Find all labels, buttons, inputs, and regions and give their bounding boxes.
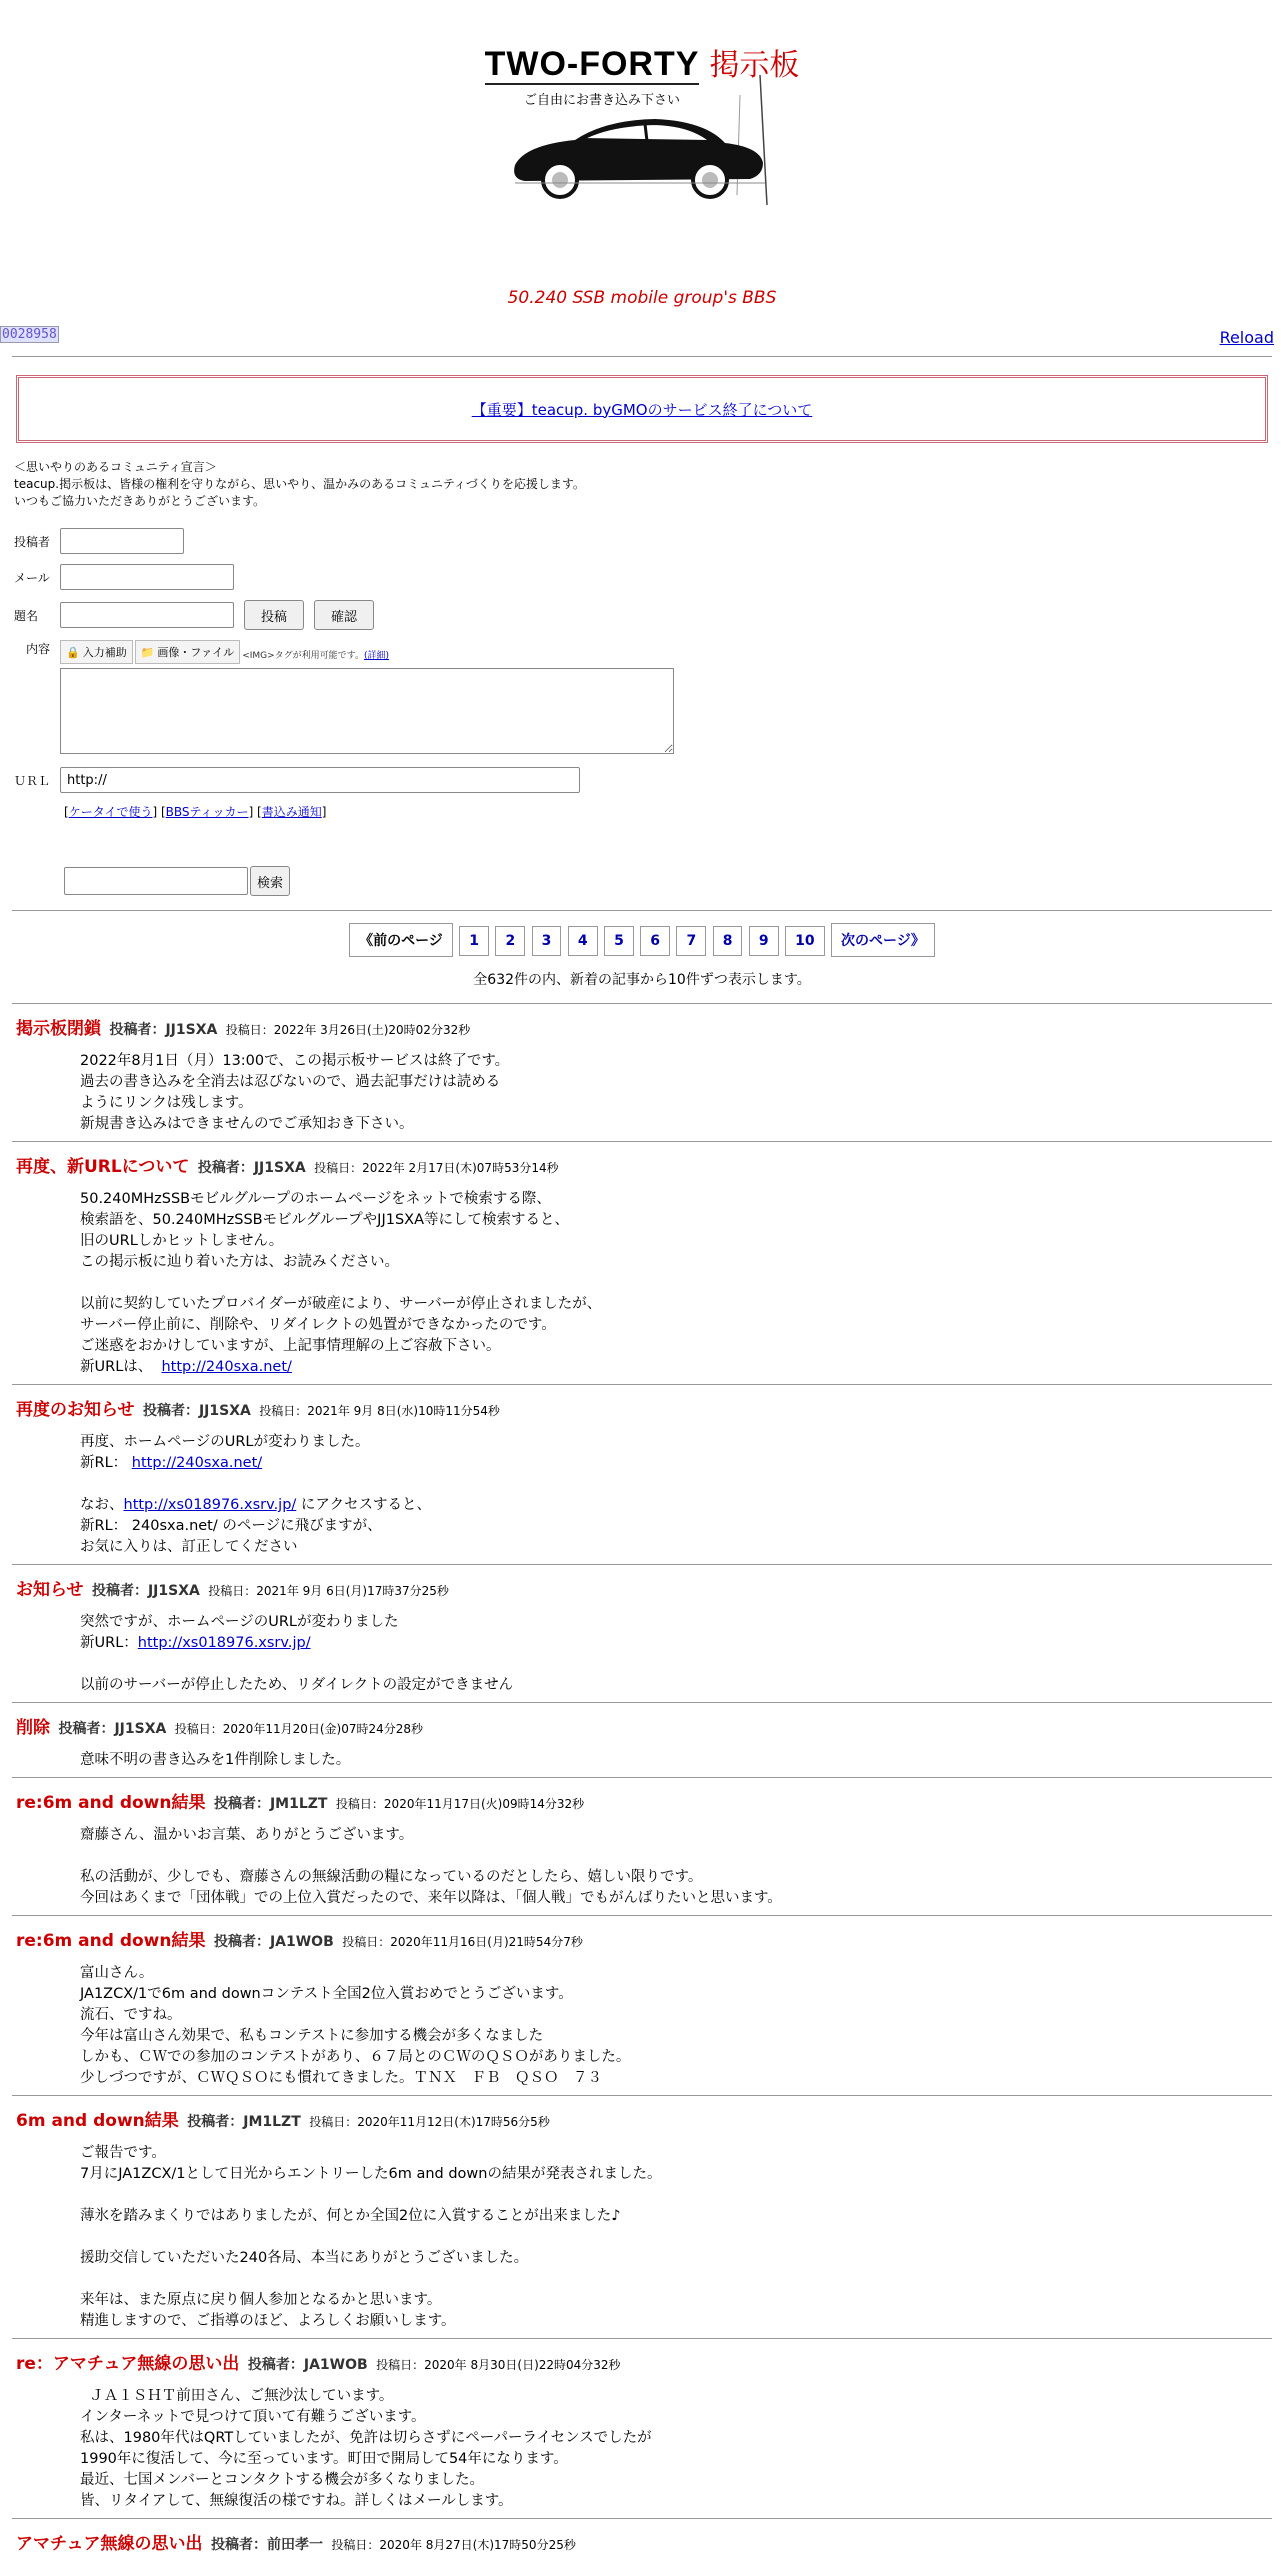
top-bar [0, 326, 1284, 356]
post-line: 検索語を、50.240MHzSSBモビルグループやJJ1SXA等にして検索すると、 [80, 1212, 569, 1228]
post [12, 1915, 1272, 2095]
post-line: JA1ZCX/1で6m and downコンテスト全国2位入賞おめでとうございます。 [80, 1986, 573, 2002]
post-line: お気に入りは、訂正してください [80, 1539, 298, 1555]
search-input[interactable] [64, 867, 248, 895]
post-line: ご報告です。 [80, 2145, 166, 2161]
post-link[interactable]: http://240sxa.net/ [161, 1359, 292, 1375]
post-author: 投稿者：JA1WOB [247, 2357, 368, 2373]
post [12, 1702, 1272, 1777]
post-title: 再度、新URLについて [16, 1157, 190, 1177]
page-7[interactable]: 7 [676, 926, 706, 956]
page-9[interactable]: 9 [749, 926, 779, 956]
page-4[interactable]: 4 [568, 926, 598, 956]
post-title: 再度のお知らせ [16, 1400, 135, 1420]
notify-link[interactable]: 書込み通知 [261, 805, 322, 819]
post-date: 投稿日：2020年11月20日(金)07時24分28秒 [174, 1722, 424, 1736]
post [12, 1564, 1272, 1702]
post-line: 私の活動が、少しでも、齋藤さんの無線活動の糧になっているのだとしたら、嬉しい限りです。 [80, 1869, 703, 1885]
post [12, 1003, 1272, 1141]
post-title: 削除 [16, 1718, 50, 1738]
post-title: お知らせ [16, 1580, 84, 1600]
post-date: 投稿日：2022年 3月26日(土)20時02分32秒 [225, 1023, 471, 1037]
post-date: 投稿日：2022年 2月17日(木)07時53分14秒 [314, 1161, 559, 1175]
post-line: ＪＡ１ＳＨＴ前田さん、ご無沙汰しています。 [80, 2388, 394, 2404]
post-line: 最近、七国メンバーとコンタクトする機会が多くなりました。 [80, 2472, 484, 2488]
post-title: 6m and down結果 [16, 2111, 179, 2131]
post-link[interactable]: http://xs018976.xsrv.jp/ [123, 1497, 297, 1513]
post-line [80, 2185, 1272, 2206]
post-date: 投稿日：2021年 9月 6日(月)17時37分25秒 [208, 1584, 449, 1598]
post-line: 精進しますので、ご指導のほど、よろしくお願いします。 [80, 2313, 456, 2329]
post-line: 以前のサーバーが停止したため、リダイレクトの設定ができません [80, 1677, 514, 1693]
poster-input[interactable] [60, 528, 184, 554]
page-2[interactable]: 2 [495, 926, 525, 956]
post-line: ようにリンクは残します。 [80, 1095, 253, 1111]
post-line: 今回はあくまで「団体戦」での上位入賞だったので、来年以降は、「個人戦」でもがんばりたいと思います。 [80, 1890, 782, 1906]
post-line: 富山さん。 [80, 1965, 154, 1981]
post-title: re：アマチュア無線の思い出 [16, 2354, 240, 2374]
post-author: 投稿者：前田孝一 [210, 2537, 323, 2553]
post-body [80, 1612, 1272, 1696]
post-line: 流石、ですね。 [80, 2007, 182, 2023]
input-help-button[interactable] [60, 640, 133, 664]
post-text: にアクセスすると、 [296, 1497, 431, 1513]
post-author: 投稿者：JJ1SXA [197, 1160, 306, 1176]
important-notice-box [16, 375, 1268, 443]
pagination [0, 923, 1284, 957]
access-counter: 0028958 [2, 327, 57, 342]
img-detail-link[interactable]: (詳細) [363, 651, 389, 661]
post-line: ご迷惑をおかけしていますが、上記事情理解の上ご容赦下さい。 [80, 1338, 501, 1354]
post-line: 過去の書き込みを全消去は忍びないので、過去記事だけは読める [80, 1074, 501, 1090]
post-line: 来年は、また原点に戻り個人参加となるかと思います。 [80, 2292, 442, 2308]
post-author: 投稿者：JJ1SXA [91, 1583, 200, 1599]
mail-input[interactable] [60, 564, 234, 590]
post [12, 2095, 1272, 2338]
post-date: 投稿日：2020年11月12日(木)17時56分5秒 [309, 2115, 550, 2129]
logo-jp: 掲示板 [709, 48, 800, 83]
post-count: 全632件の内、新着の記事から10件ずつ表示します。 [473, 972, 811, 988]
post-line [80, 1654, 1272, 1675]
post-line [80, 2269, 1272, 2290]
page-6[interactable]: 6 [640, 926, 670, 956]
img-tag-note: <IMG>タグが利用可能です。 [242, 651, 364, 661]
post-button[interactable]: 投稿 [244, 600, 304, 630]
post-body [80, 1432, 1272, 1558]
post [12, 1777, 1272, 1915]
post-line: 1990年に復活して、今に至っています。町田で開局して54年になります。 [80, 2451, 568, 2467]
post-line: 新RL： 240sxa.net/ のページに飛びますが、 [80, 1518, 382, 1534]
post-line: 50.240MHzSSBモビルグループのホームページをネットで検索する際、 [80, 1191, 551, 1207]
page-8[interactable]: 8 [713, 926, 743, 956]
post-body [80, 1750, 1272, 1771]
community-pledge [14, 459, 1270, 510]
post-line: 新規書き込みはできませんのでご承知おき下さい。 [80, 1116, 414, 1132]
prev-page-button[interactable]: 《前のページ [349, 923, 453, 957]
important-notice-link[interactable]: 【重要】teacup. byGMOのサービス終了について [471, 400, 813, 419]
post-line [80, 2227, 1272, 2248]
post-text: 新URL： [80, 1635, 138, 1651]
post-line: 援助交信していただいた240各局、本当にありがとうございました。 [80, 2250, 529, 2266]
post-text: 新URLは、 [80, 1359, 162, 1375]
post-body [80, 2386, 1272, 2512]
post-author: 投稿者：JM1LZT [187, 2114, 301, 2130]
bbs-subtitle: 50.240 SSB mobile group's BBS [507, 288, 777, 308]
image-file-label: 画像・ファイル [157, 646, 235, 659]
post-title: re:6m and down結果 [16, 1931, 206, 1951]
post-line: 2022年8月1日（月）13:00で、この掲示板サービスは終了です。 [80, 1053, 510, 1069]
ticker-link[interactable]: BBSティッカー [165, 805, 249, 819]
post-body [80, 2143, 1272, 2332]
subject-input[interactable] [60, 602, 234, 628]
post-text: 新RL： [80, 1455, 132, 1471]
post-link[interactable]: http://xs018976.xsrv.jp/ [137, 1635, 311, 1651]
post-body [80, 1963, 1272, 2089]
pledge-title: ＜思いやりのあるコミュニティ宣言＞ [14, 460, 217, 474]
post-author: 投稿者：JJ1SXA [109, 1022, 218, 1038]
logo-subtitle: ご自由にお書き込み下さい [523, 93, 680, 109]
post-line: 意味不明の書き込みを1件削除しました。 [80, 1752, 351, 1768]
post-body [80, 1825, 1272, 1909]
post-line: インターネットで見つけて頂いて有難うございます。 [80, 2409, 426, 2425]
divider [12, 910, 1272, 911]
post-line: 以前に契約していたプロバイダーが破産により、サーバーが停止されましたが、 [80, 1296, 602, 1312]
post-line: 少しづつですが、ＣＷＱＳＯにも慣れてきました。ＴＮＸ ＦＢ ＱＳＯ ７３ [80, 2070, 602, 2086]
url-label: ＵＲＬ [14, 773, 51, 788]
post-title: 掲示板閉鎖 [16, 1019, 101, 1039]
post-line: 再度、ホームページのURLが変わりました。 [80, 1434, 370, 1450]
post-title: re:6m and down結果 [16, 1793, 206, 1813]
post-text: なお、 [80, 1497, 124, 1513]
post-line [80, 1357, 1272, 1378]
post-line: しかも、ＣＷでの参加のコンテストがあり、６７局とのＣＷのＱＳＯがありました。 [80, 2049, 631, 2065]
mail-label: メール [14, 570, 50, 585]
mobile-link[interactable]: ケータイで使う [68, 805, 153, 819]
post-line: 突然ですが、ホームページのURLが変わりました [80, 1614, 399, 1630]
post-line [80, 1273, 1272, 1294]
content-label: 内容 [26, 642, 51, 656]
logo-text: TWO-FORTY [485, 46, 700, 85]
post-line [80, 1453, 1272, 1474]
post-link[interactable]: http://240sxa.net/ [131, 1455, 263, 1471]
post-line [80, 1474, 1272, 1495]
post [12, 1141, 1272, 1384]
pledge-line: いつもご協力いただきありがとうございます。 [14, 494, 266, 508]
post-date: 投稿日：2020年 8月27日(木)17時50分25秒 [331, 2538, 576, 2552]
post-line: 今年は富山さん効果で、私もコンテストに参加する機会が多くなました [80, 2028, 544, 2044]
post-date: 投稿日：2020年11月16日(月)21時54分7秒 [342, 1935, 583, 1949]
page-1[interactable]: 1 [459, 926, 489, 956]
subject-label: 題名 [14, 608, 39, 623]
post-line: サーバー停止前に、削除や、リダイレクトの処置ができなかったのです。 [80, 1317, 556, 1333]
post-date: 投稿日：2020年11月17日(火)09時14分32秒 [335, 1797, 585, 1811]
post-author: 投稿者：JJ1SXA [58, 1721, 167, 1737]
post-form [14, 528, 1270, 820]
post-title: アマチュア無線の思い出 [16, 2534, 203, 2554]
search-bar [64, 866, 1284, 896]
post [12, 1384, 1272, 1564]
folder-icon: 📁 [140, 645, 155, 659]
post-date: 投稿日：2021年 9月 8日(水)10時11分54秒 [259, 1404, 500, 1418]
post-line: 薄氷を踏みまくりではありましたが、何とか全国2位に入賞することが出来ました♪ [80, 2208, 621, 2224]
page-10[interactable]: 10 [785, 926, 824, 956]
image-file-button[interactable] [135, 640, 240, 664]
url-input[interactable] [60, 767, 580, 793]
input-help-label: 入力補助 [82, 646, 127, 659]
lock-icon: 🔒 [66, 645, 80, 659]
post-author: 投稿者：JA1WOB [213, 1934, 334, 1950]
page-5[interactable]: 5 [604, 926, 634, 956]
post-line: 齋藤さん、温かいお言葉、ありがとうございます。 [80, 1827, 414, 1843]
post-date: 投稿日：2020年 8月30日(日)22時04分32秒 [376, 2358, 621, 2372]
post-body [80, 1051, 1272, 1135]
divider [12, 356, 1272, 357]
form-links: [ケータイで使う] [BBSティッカー] [書込み通知] [64, 805, 327, 819]
post-body [80, 1189, 1272, 1378]
post-line: この掲示板に辿り着いた方は、お読みください。 [80, 1254, 399, 1270]
car-image [505, 75, 775, 215]
post [12, 2338, 1272, 2518]
post-line [80, 1495, 1272, 1516]
post-line [80, 1633, 1272, 1654]
post-line: 皆、リタイアして、無線復活の様ですね。詳しくはメールします。 [80, 2493, 513, 2509]
page-3[interactable]: 3 [532, 926, 562, 956]
post-line [80, 1846, 1272, 1867]
search-button[interactable]: 検索 [250, 866, 290, 896]
post-author: 投稿者：JJ1SXA [142, 1403, 251, 1419]
post-list [0, 1003, 1284, 2560]
content-textarea[interactable] [60, 668, 674, 754]
confirm-button[interactable]: 確認 [314, 600, 374, 630]
post-line: 7月にJA1ZCX/1として日光からエントリーした6m and downの結果が発表されました。 [80, 2166, 662, 2182]
header [0, 0, 1284, 250]
next-page-button[interactable]: 次のページ》 [831, 923, 935, 957]
post [12, 2518, 1272, 2560]
reload-link[interactable]: Reload [1219, 328, 1274, 347]
post-author: 投稿者：JM1LZT [213, 1796, 328, 1812]
poster-label: 投稿者 [14, 534, 51, 549]
pledge-line: teacup.掲示板は、皆様の権利を守りながら、思いやり、温かみのあるコミュニティづくりを応援します。 [14, 477, 585, 491]
post-line: 旧のURLしかヒットしません。 [80, 1233, 284, 1249]
post-line: 私は、1980年代はQRTしていましたが、免許は切らさずにペーパーライセンスでしたが [80, 2430, 652, 2446]
